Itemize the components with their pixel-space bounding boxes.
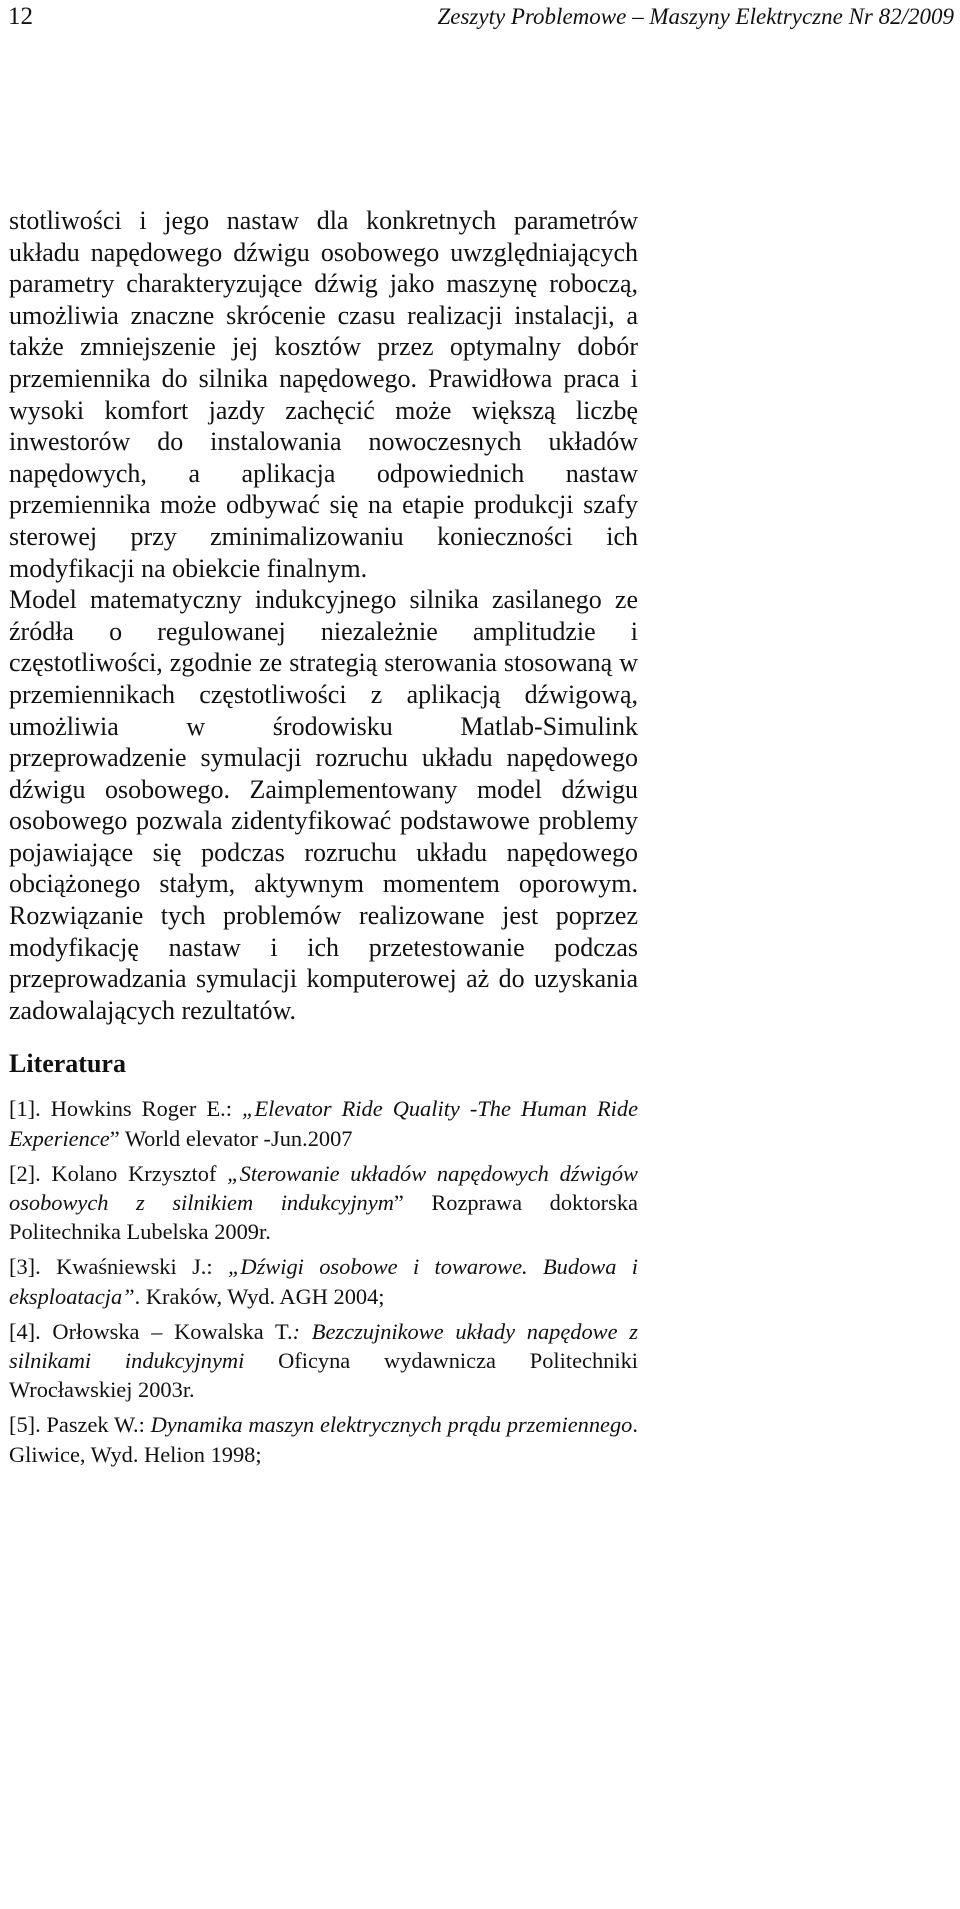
references-list [9,1094,638,1468]
reference-publisher: Oficyna wydawnicza Politechniki Wrocławskiej 2003r. [9,1348,638,1403]
reference-title: Dynamika maszyn elektrycznych prądu przemiennego [150,1412,633,1438]
page-number: 12 [8,3,33,30]
body-paragraph: Model matematyczny indukcyjnego silnika zasilanego ze źródła o regulowanej niezależnie amplitudzie i częstotliwości, zgodnie ze strategią sterowania stosowaną w przemiennikach częstotliwości z aplikacją dźwigową, umożliwia w środowisku Matlab-Simulink przeprowadzenie symulacji rozruchu układu napędowego dźwigu osobowego. Zaimplementowany model dźwigu osobowego pozwala zidentyfikować podstawowe problemy pojawiające się podczas rozruchu układu napędowego obciążonego stałym, aktywnym momentem oporowym. Rozwiązanie tych problemów realizowane jest poprzez modyfikację nastaw i ich przetestowanie podczas przeprowadzania symulacji komputerowej aż do uzyskania zadowalających rezultatów. [9,585,638,1025]
reference-publisher: . Gliwice, Wyd. Helion 1998; [9,1412,638,1467]
reference-item [9,1159,638,1247]
reference-author: [5]. Paszek W.: [9,1412,151,1438]
reference-title: : Bezczujnikowe układy napędowe z silnikami indukcyjnymi [9,1318,638,1374]
reference-item [9,1252,638,1310]
reference-title: „Sterowanie układów napędowych dźwigów osobowych z silnikiem indukcyjnym [9,1160,638,1216]
body-paragraph: stotliwości i jego nastaw dla konkretnych parametrów układu napędowego dźwigu osobowego uwzględniających parametry charakteryzujące dźwig jako maszynę roboczą, umożliwia znaczne skrócenie czasu realizacji instalacji, a także zmniejszenie jej kosztów przez optymalny dobór przemiennika do silnika napędowego. Prawidłowa praca i wysoki komfort jazdy zachęcić może większą liczbę inwestorów do instalowania nowoczesnych układów napędowych, a aplikacja odpowiednich nastaw przemiennika może odbywać się na etapie produkcji szafy sterowej przy zminimalizowaniu konieczności ich modyfikacji na obiekcie finalnym. [9,206,638,583]
reference-author: [2]. Kolano Krzysztof [9,1160,228,1186]
reference-item [9,1410,638,1468]
reference-title: „Dźwigi osobowe i towarowe. Budowa i eksploatacja” [9,1254,638,1309]
reference-publisher: ” World elevator -Jun.2007 [109,1125,353,1151]
text-column [9,205,638,1475]
reference-item [9,1317,638,1405]
reference-author: [1]. Howkins Roger E.: [9,1096,242,1122]
reference-author: [4]. Orłowska – Kowalska T. [9,1318,293,1344]
reference-item [9,1094,638,1152]
reference-author: [3]. Kwaśniewski J.: [9,1254,228,1280]
references-heading: Literatura [9,1049,126,1079]
reference-title: „Elevator Ride Quality -The Human Ride Experience [9,1096,639,1151]
journal-title: Zeszyty Problemowe – Maszyny Elektryczne Nr 82/2009 [437,4,954,29]
page-header [0,0,960,40]
reference-publisher: . Kraków, Wyd. AGH 2004; [134,1283,385,1309]
reference-publisher: ” Rozprawa doktorska Politechnika Lubelska 2009r. [9,1190,638,1245]
